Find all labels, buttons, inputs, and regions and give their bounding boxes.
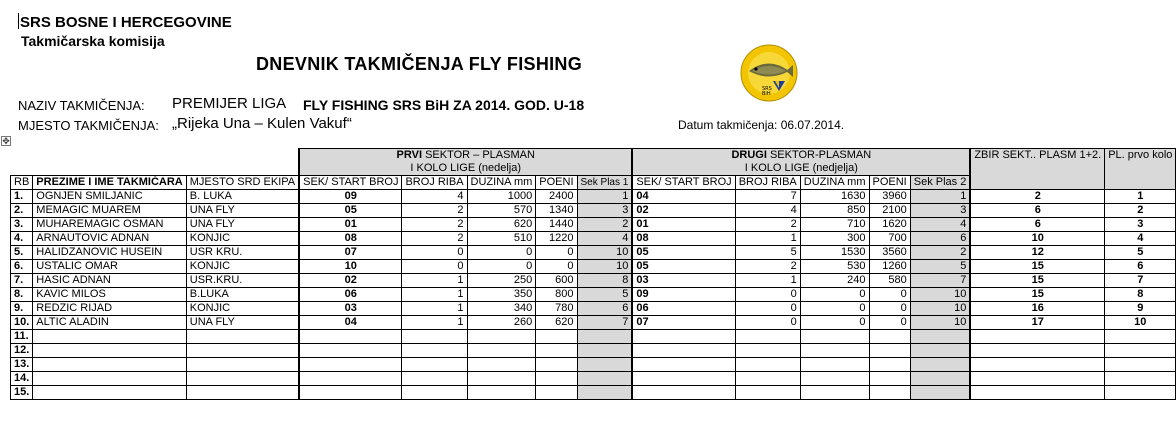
plas1-cell: 10: [577, 260, 632, 274]
sek1-cell: 08: [299, 232, 402, 246]
broj1-cell: 2: [402, 232, 467, 246]
plas1-cell: [577, 372, 632, 386]
sek1-header: SEK/ START BROJ: [299, 176, 402, 190]
sek1-cell: 02: [299, 274, 402, 288]
zbir-cell: 10: [970, 232, 1104, 246]
sek1-cell: [299, 386, 402, 400]
competition-name-label: NAZIV TAKMIČENJA:: [18, 98, 145, 113]
broj1-cell: 1: [402, 288, 467, 302]
poeni2-cell: 3960: [869, 190, 910, 204]
rb-cell: 4.: [11, 232, 33, 246]
sek1-cell: 04: [299, 316, 402, 330]
poeni2-cell: [869, 358, 910, 372]
duzina2-cell: 0: [800, 316, 869, 330]
results-body: [11, 190, 1176, 400]
sek1-cell: [299, 344, 402, 358]
club-cell: KONJIC: [186, 260, 299, 274]
table-row: [11, 302, 1176, 316]
broj1-cell: 1: [402, 302, 467, 316]
club-cell: UNA FLY: [186, 316, 299, 330]
duzina1-cell: 510: [467, 232, 536, 246]
table-row: [11, 330, 1176, 344]
rb-cell: 6.: [11, 260, 33, 274]
duzina1-cell: [467, 358, 536, 372]
club-cell: KONJIC: [186, 302, 299, 316]
zbir-cell: 12: [970, 246, 1104, 260]
poeni2-cell: 2100: [869, 204, 910, 218]
plas2-cell: 4: [910, 218, 970, 232]
poeni2-cell: [869, 330, 910, 344]
broj1-cell: 0: [402, 260, 467, 274]
plas2-cell: [910, 344, 970, 358]
sek1-cell: 06: [299, 288, 402, 302]
broj2-cell: 4: [735, 204, 800, 218]
broj2-cell: 1: [735, 232, 800, 246]
broj2-cell: 1: [735, 274, 800, 288]
committee-name: Takmičarska komisija: [21, 33, 165, 49]
duzina1-cell: 250: [467, 274, 536, 288]
poeni2-cell: 0: [869, 316, 910, 330]
duzina2-cell: 1630: [800, 190, 869, 204]
poeni2-cell: 1260: [869, 260, 910, 274]
broj2-cell: 0: [735, 302, 800, 316]
club-cell: B. LUKA: [186, 190, 299, 204]
duzina1-cell: 0: [467, 260, 536, 274]
broj2-cell: [735, 386, 800, 400]
rb-cell: 8.: [11, 288, 33, 302]
rb-cell: 14.: [11, 372, 33, 386]
rb-cell: 3.: [11, 218, 33, 232]
pl-cell: 4: [1105, 232, 1176, 246]
pl-cell: 7: [1105, 274, 1176, 288]
sek2-cell: 08: [632, 232, 735, 246]
rb-cell: 9.: [11, 302, 33, 316]
sector1-header-strong: PRVI: [396, 149, 423, 161]
plas2-cell: 10: [910, 288, 970, 302]
name-cell: OGNJEN SMILJANIC: [33, 190, 186, 204]
name-cell: ALTIC ALADIN: [33, 316, 186, 330]
name-cell: MUHAREMAGIC OSMAN: [33, 218, 186, 232]
poeni1-cell: 1220: [536, 232, 577, 246]
plas1-cell: [577, 330, 632, 344]
sek2-cell: [632, 344, 735, 358]
fish-club-logo-icon: [740, 44, 798, 102]
plas2-cell: 10: [910, 316, 970, 330]
name-cell: REDZIC RIJAD: [33, 302, 186, 316]
table-row: [11, 358, 1176, 372]
poeni1-cell: 2400: [536, 190, 577, 204]
zbir-cell: 17: [970, 316, 1104, 330]
table-move-handle-icon[interactable]: ✥: [2, 136, 10, 146]
sek1-cell: [299, 372, 402, 386]
poeni2-cell: 0: [869, 302, 910, 316]
table-row: [11, 260, 1176, 274]
table-row: [11, 344, 1176, 358]
table-row: [11, 204, 1176, 218]
broj2-cell: 5: [735, 246, 800, 260]
duzina1-cell: 0: [467, 246, 536, 260]
pl-header: PL. prvo kolo: [1105, 149, 1176, 190]
duzina1-cell: 620: [467, 218, 536, 232]
table-row: [11, 316, 1176, 330]
plas1-cell: [577, 344, 632, 358]
duzina2-cell: [800, 386, 869, 400]
pl-cell: 8: [1105, 288, 1176, 302]
sek2-cell: [632, 386, 735, 400]
plas2-cell: 1: [910, 190, 970, 204]
sek1-cell: 09: [299, 190, 402, 204]
broj1-cell: [402, 358, 467, 372]
plas1-cell: [577, 386, 632, 400]
svg-text:SRS: SRS: [762, 86, 772, 92]
duzina1-cell: [467, 372, 536, 386]
broj2-cell: [735, 372, 800, 386]
zbir-cell: [970, 372, 1104, 386]
pl-cell: 6: [1105, 260, 1176, 274]
sek2-cell: 06: [632, 302, 735, 316]
duzina1-cell: [467, 330, 536, 344]
broj1-cell: 1: [402, 274, 467, 288]
sek1-cell: 05: [299, 204, 402, 218]
plas2-cell: 5: [910, 260, 970, 274]
pl-cell: 10: [1105, 316, 1176, 330]
poeni2-cell: 700: [869, 232, 910, 246]
zbir-cell: 16: [970, 302, 1104, 316]
club-cell: USR.KRU.: [186, 274, 299, 288]
plas1-cell: 8: [577, 274, 632, 288]
sek2-cell: 02: [632, 204, 735, 218]
sek2-cell: [632, 358, 735, 372]
poeni1-cell: 600: [536, 274, 577, 288]
sector1-header-sub: I KOLO LIGE (nedelja): [410, 162, 522, 174]
duzina1-cell: [467, 344, 536, 358]
name-cell: HALIDZANOVIC HUSEIN: [33, 246, 186, 260]
plas1-cell: 1: [577, 190, 632, 204]
plas1-cell: 5: [577, 288, 632, 302]
poeni2-cell: 1620: [869, 218, 910, 232]
zbir-cell: [970, 386, 1104, 400]
broj1-cell: 2: [402, 218, 467, 232]
rb-cell: 5.: [11, 246, 33, 260]
name-cell: HASIC ADNAN: [33, 274, 186, 288]
pl-cell: 3: [1105, 218, 1176, 232]
broj1-cell: 1: [402, 316, 467, 330]
pl-cell: 2: [1105, 204, 1176, 218]
name-cell: USTALIC OMAR: [33, 260, 186, 274]
plas2-cell: 7: [910, 274, 970, 288]
duzina2-cell: 1530: [800, 246, 869, 260]
competition-name-detail: FLY FISHING SRS BiH ZA 2014. GOD. U-18: [303, 97, 585, 113]
broj1-cell: 4: [402, 190, 467, 204]
broj1-cell: 0: [402, 246, 467, 260]
name-cell: [33, 330, 186, 344]
plas2-cell: 6: [910, 232, 970, 246]
duzina2-cell: [800, 330, 869, 344]
table-row: [11, 372, 1176, 386]
rb-cell: 15.: [11, 386, 33, 400]
club-cell: UNA FLY: [186, 218, 299, 232]
poeni1-cell: [536, 372, 577, 386]
pl-cell: [1105, 386, 1176, 400]
name-cell: [33, 386, 186, 400]
table-row: [11, 190, 1176, 204]
duzina2-cell: [800, 358, 869, 372]
name-header: PREZIME I IME TAKMIČARA: [33, 176, 186, 190]
poeni2-cell: 580: [869, 274, 910, 288]
duzina2-cell: 300: [800, 232, 869, 246]
rb-cell: 1.: [11, 190, 33, 204]
results-table: [10, 148, 1176, 400]
sek2-cell: [632, 330, 735, 344]
header-spacer: [11, 149, 300, 176]
sector1-header-rest: SEKTOR – PLASMAN: [422, 149, 535, 161]
text-cursor: [18, 13, 19, 29]
poeni1-cell: 0: [536, 246, 577, 260]
plas2-cell: [910, 358, 970, 372]
club-cell: [186, 344, 299, 358]
poeni1-cell: 1440: [536, 218, 577, 232]
name-cell: [33, 358, 186, 372]
sector1-header: [299, 149, 632, 176]
rb-cell: 2.: [11, 204, 33, 218]
competition-place-label: MJESTO TAKMIČENJA:: [18, 118, 159, 133]
poeni1-cell: [536, 358, 577, 372]
poeni1-cell: 0: [536, 260, 577, 274]
broj2-cell: 7: [735, 190, 800, 204]
poeni1-header: POENI: [536, 176, 577, 190]
poeni1-cell: [536, 386, 577, 400]
table-row: [11, 232, 1176, 246]
zbir-cell: [970, 330, 1104, 344]
plas1-cell: 7: [577, 316, 632, 330]
sek2-cell: [632, 372, 735, 386]
duzina2-cell: 240: [800, 274, 869, 288]
broj1-cell: [402, 344, 467, 358]
club-cell: [186, 358, 299, 372]
poeni2-cell: 3560: [869, 246, 910, 260]
name-cell: [33, 372, 186, 386]
header-row-1: [11, 149, 1176, 176]
broj2-cell: [735, 344, 800, 358]
broj2-cell: 0: [735, 316, 800, 330]
pl-cell: 1: [1105, 190, 1176, 204]
sector2-header-sub: I KOLO LIGE (nedjelja): [744, 162, 858, 174]
duzina2-cell: [800, 372, 869, 386]
poeni2-cell: [869, 386, 910, 400]
plas2-cell: 10: [910, 302, 970, 316]
zbir-cell: 15: [970, 274, 1104, 288]
zbir-cell: [970, 344, 1104, 358]
name-cell: [33, 344, 186, 358]
zbir-cell: 15: [970, 288, 1104, 302]
poeni1-cell: 1340: [536, 204, 577, 218]
duzina1-cell: 350: [467, 288, 536, 302]
name-cell: MEMAGIC MUAREM: [33, 204, 186, 218]
rb-cell: 11.: [11, 330, 33, 344]
club-cell: [186, 372, 299, 386]
club-cell: [186, 386, 299, 400]
organization-name-text: SRS BOSNE I HERCEGOVINE: [20, 14, 232, 31]
zbir-cell: [970, 358, 1104, 372]
club-cell: KONJIC: [186, 232, 299, 246]
duzina1-cell: 570: [467, 204, 536, 218]
name-cell: ARNAUTOVIC ADNAN: [33, 232, 186, 246]
plas1-cell: 4: [577, 232, 632, 246]
duzina2-cell: 0: [800, 302, 869, 316]
duzina1-cell: 340: [467, 302, 536, 316]
rb-header: RB: [11, 176, 33, 190]
sek1-cell: 10: [299, 260, 402, 274]
broj2-cell: [735, 330, 800, 344]
plas1-cell: 6: [577, 302, 632, 316]
duzina1-cell: 1000: [467, 190, 536, 204]
sek2-cell: 05: [632, 246, 735, 260]
document-title: DNEVNIK TAKMIČENJA FLY FISHING: [256, 54, 583, 74]
poeni1-cell: 620: [536, 316, 577, 330]
rb-cell: 10.: [11, 316, 33, 330]
club-cell: [186, 330, 299, 344]
plas1-cell: 2: [577, 218, 632, 232]
organization-name: [18, 13, 232, 31]
broj2-cell: 2: [735, 260, 800, 274]
poeni2-cell: 0: [869, 288, 910, 302]
pl-cell: [1105, 372, 1176, 386]
broj2-cell: 2: [735, 218, 800, 232]
broj1-cell: [402, 372, 467, 386]
poeni1-cell: 800: [536, 288, 577, 302]
plas1-cell: 10: [577, 246, 632, 260]
zbir-cell: 6: [970, 204, 1104, 218]
poeni2-cell: [869, 344, 910, 358]
sek2-header: SEK/ START BROJ: [632, 176, 735, 190]
duzina2-header: DUZINA mm: [800, 176, 869, 190]
broj1-cell: 2: [402, 204, 467, 218]
plas1-cell: [577, 358, 632, 372]
name-cell: KAVIC MILOS: [33, 288, 186, 302]
club-cell: B.LUKA: [186, 288, 299, 302]
plas2-header: Sek Plas 2: [910, 176, 970, 190]
rb-cell: 7.: [11, 274, 33, 288]
sector2-header-rest: SEKTOR-PLASMAN: [766, 149, 872, 161]
sek2-cell: 09: [632, 288, 735, 302]
broj2-cell: [735, 358, 800, 372]
duzina2-cell: [800, 344, 869, 358]
pl-cell: 9: [1105, 302, 1176, 316]
pl-cell: [1105, 358, 1176, 372]
sek1-cell: 07: [299, 246, 402, 260]
duzina2-cell: 530: [800, 260, 869, 274]
club-cell: USR KRU.: [186, 246, 299, 260]
duzina2-cell: 850: [800, 204, 869, 218]
duzina1-header: DUZINA mm: [467, 176, 536, 190]
poeni1-cell: [536, 344, 577, 358]
sector2-header-strong: DRUGI: [731, 149, 767, 161]
sek2-cell: 05: [632, 260, 735, 274]
poeni1-cell: 780: [536, 302, 577, 316]
club-cell: UNA FLY: [186, 204, 299, 218]
zbir-header: ZBIR SEKT.. PLASM 1+2.: [970, 149, 1104, 190]
svg-text:BiH: BiH: [762, 91, 771, 97]
poeni2-header: POENI: [869, 176, 910, 190]
broj1-cell: [402, 330, 467, 344]
sek1-cell: 01: [299, 218, 402, 232]
duzina2-cell: 0: [800, 288, 869, 302]
zbir-cell: 6: [970, 218, 1104, 232]
sector2-header: [632, 149, 970, 176]
broj2-header: BROJ RIBA: [735, 176, 800, 190]
sek2-cell: 03: [632, 274, 735, 288]
poeni1-cell: [536, 330, 577, 344]
sek2-cell: 07: [632, 316, 735, 330]
plas1-header: Sek Plas 1: [577, 176, 632, 190]
competition-place-value: „Rijeka Una – Kulen Vakuf“: [172, 115, 352, 132]
competition-name-value: PREMIJER LIGA: [172, 95, 287, 112]
pl-cell: [1105, 344, 1176, 358]
competition-date: Datum takmičenja: 06.07.2014.: [678, 118, 845, 132]
plas2-cell: [910, 372, 970, 386]
sek2-cell: 01: [632, 218, 735, 232]
plas2-cell: [910, 330, 970, 344]
broj2-cell: 0: [735, 288, 800, 302]
sek1-cell: [299, 330, 402, 344]
duzina1-cell: 260: [467, 316, 536, 330]
plas2-cell: 2: [910, 246, 970, 260]
table-row: [11, 386, 1176, 400]
pl-cell: [1105, 330, 1176, 344]
sek1-cell: 03: [299, 302, 402, 316]
rb-cell: 13.: [11, 358, 33, 372]
table-row: [11, 288, 1176, 302]
table-row: [11, 218, 1176, 232]
broj1-header: BROJ RIBA: [402, 176, 467, 190]
rb-cell: 12.: [11, 344, 33, 358]
plas2-cell: 3: [910, 204, 970, 218]
sek1-cell: [299, 358, 402, 372]
duzina1-cell: [467, 386, 536, 400]
plas1-cell: 3: [577, 204, 632, 218]
zbir-cell: 2: [970, 190, 1104, 204]
broj1-cell: [402, 386, 467, 400]
table-row: [11, 246, 1176, 260]
duzina2-cell: 710: [800, 218, 869, 232]
sek2-cell: 04: [632, 190, 735, 204]
poeni2-cell: [869, 372, 910, 386]
pl-cell: 5: [1105, 246, 1176, 260]
club-header: MJESTO SRD EKIPA: [186, 176, 299, 190]
table-row: [11, 274, 1176, 288]
zbir-cell: 15: [970, 260, 1104, 274]
plas2-cell: [910, 386, 970, 400]
